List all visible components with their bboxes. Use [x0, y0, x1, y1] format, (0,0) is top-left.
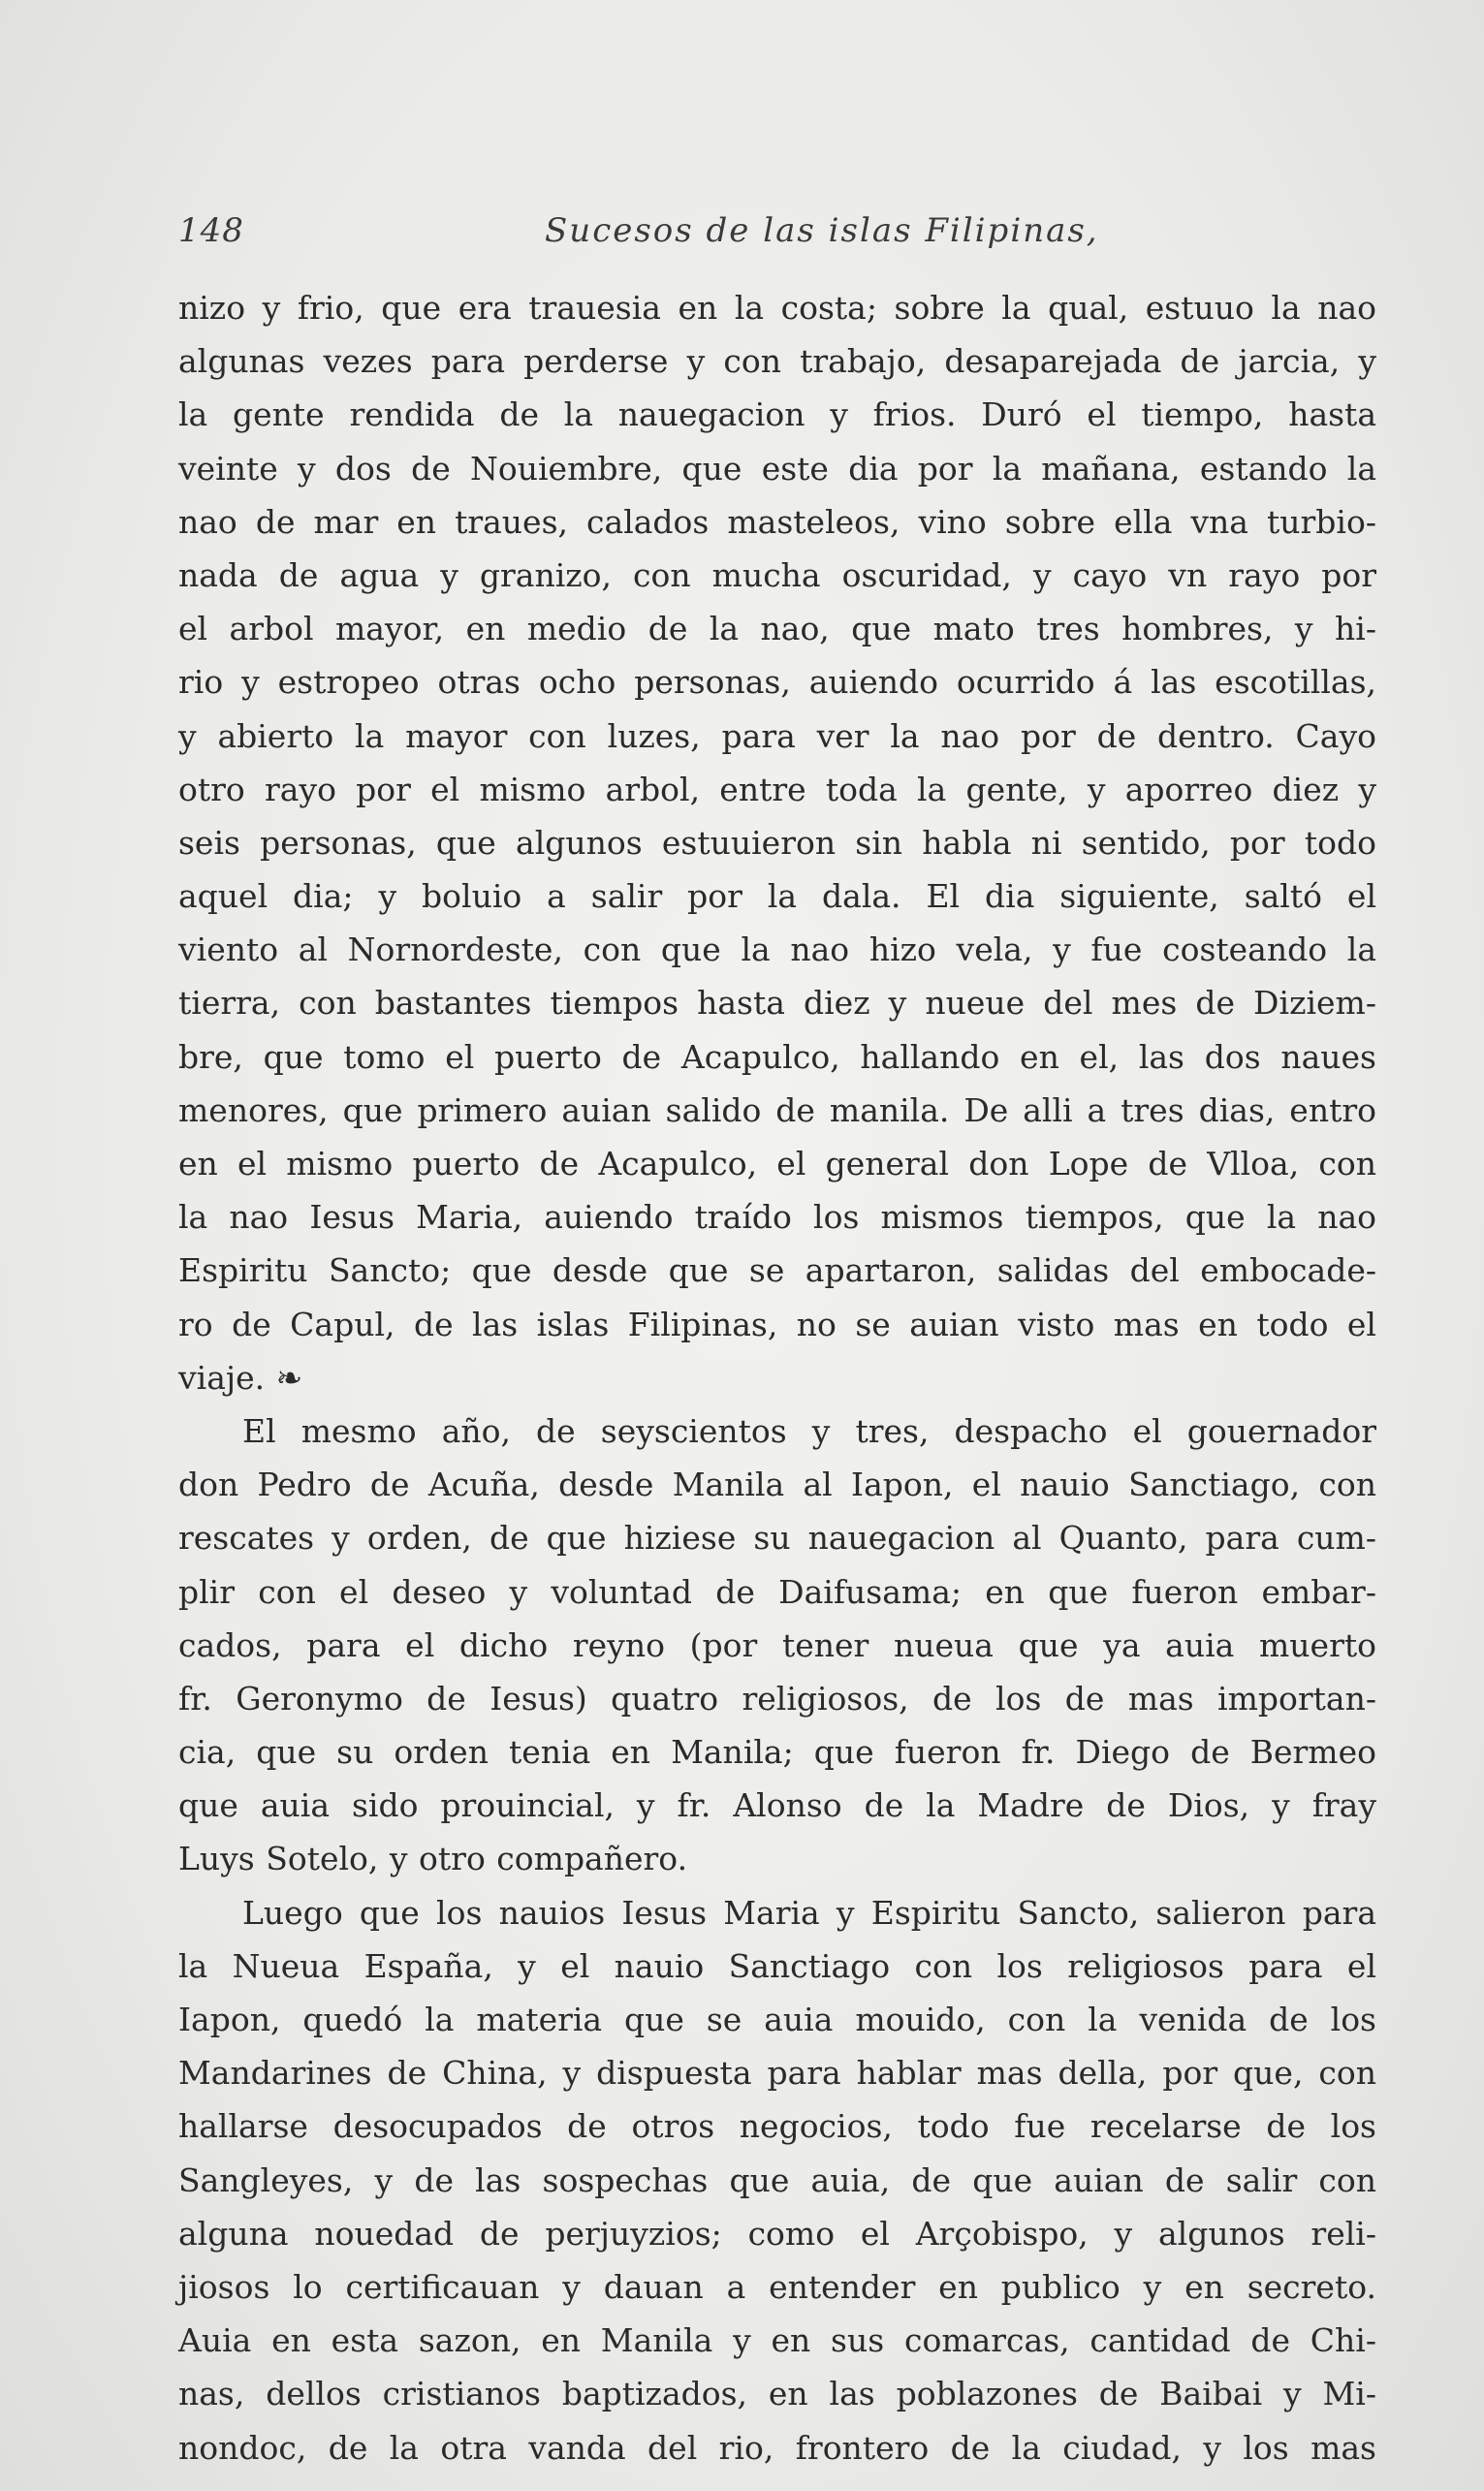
text-line: Mandarines de China, y dispuesta para hablar mas della, por que, con	[178, 2054, 1376, 2093]
text-line: Luys Sotelo, y otro compañero.	[178, 1840, 688, 1878]
text-line: El mesmo año, de seyscientos y tres, despacho el gouernador	[242, 1411, 1376, 1450]
body-text	[178, 281, 1376, 2475]
text-line: hallarse desocupados de otros negocios, todo fue recelarse de los	[178, 2107, 1376, 2146]
running-head	[178, 211, 1371, 250]
text-line: cia, que su orden tenia en Manila; que fueron fr. Diego de Bermeo	[178, 1733, 1376, 1772]
text-line: bre, que tomo el puerto de Acapulco, hallando en el, las dos naues	[178, 1037, 1376, 1076]
text-line: don Pedro de Acuña, desde Manila al Iapon, el nauio Sanctiago, con	[178, 1466, 1376, 1504]
text-line: menores, que primero auian salido de manila. De alli a tres dias, entro	[178, 1090, 1376, 1129]
text-line: nao de mar en traues, calados masteleos, vino sobre ella vna turbio-	[178, 502, 1376, 541]
text-line: aquel dia; y boluio a salir por la dala. El dia siguiente, saltó el	[178, 877, 1376, 916]
text-line: el arbol mayor, en medio de la nao, que mato tres hombres, y hi-	[178, 610, 1376, 648]
running-title: Sucesos de las islas Filipinas,	[545, 211, 1099, 250]
text-line: nizo y frio, que era trauesia en la costa; sobre la qual, estuuo la nao	[178, 289, 1376, 327]
text-line: ro de Capul, de las islas Filipinas, no se auian visto mas en todo el	[178, 1305, 1376, 1343]
text-line: nada de agua y granizo, con mucha oscuridad, y cayo vn rayo por	[178, 555, 1376, 594]
text-line: viento al Nornordeste, con que la nao hizo vela, y fue costeando la	[178, 930, 1376, 969]
text-line: Iapon, quedó la materia que se auia mouido, con la venida de los	[178, 2001, 1376, 2038]
text-line: fr. Geronymo de Iesus) quatro religiosos, de los de mas importan-	[178, 1679, 1376, 1718]
text-line: que auia sido prouincial, y fr. Alonso de la Madre de Dios, y fray	[178, 1786, 1376, 1825]
text-line: nondoc, de la otra vanda del rio, frontero de la ciudad, y los mas	[178, 2428, 1376, 2467]
text-line: algunas vezes para perderse y con trabajo, desaparejada de jarcia, y	[178, 342, 1376, 381]
text-line: seis personas, que algunos estuuieron sin habla ni sentido, por todo	[178, 823, 1376, 862]
text-line: nas, dellos cristianos baptizados, en las poblazones de Baibai y Mi-	[178, 2375, 1376, 2413]
text-line: y abierto la mayor con luzes, para ver la nao por de dentro. Cayo	[178, 716, 1376, 755]
text-line: plir con el deseo y voluntad de Daifusama; en que fueron embar-	[178, 1572, 1376, 1611]
text-line: la Nueua España, y el nauio Sanctiago con los religiosos para el	[178, 1946, 1376, 1985]
text-line: rio y estropeo otras ocho personas, auiendo ocurrido á las escotillas,	[178, 663, 1376, 702]
text-line: la nao Iesus Maria, auiendo traído los mismos tiempos, que la nao	[178, 1198, 1376, 1237]
text-line: tierra, con bastantes tiempos hasta diez y nueue del mes de Diziem-	[178, 984, 1376, 1023]
text-line: viaje. ❧	[178, 1358, 303, 1397]
text-line: Sangleyes, y de las sospechas que auia, de que auian de salir con	[178, 2160, 1376, 2199]
page-number: 148	[178, 211, 244, 250]
text-line: otro rayo por el mismo arbol, entre toda la gente, y aporreo diez y	[178, 770, 1376, 808]
text-line: Auia en esta sazon, en Manila y en sus comarcas, cantidad de Chi-	[178, 2321, 1376, 2360]
text-line: alguna nouedad de perjuyzios; como el Arçobispo, y algunos reli-	[178, 2214, 1376, 2253]
text-line: Espiritu Sancto; que desde que se apartaron, salidas del embocade-	[178, 1251, 1376, 1290]
text-line: jiosos lo certificauan y dauan a entender en publico y en secreto.	[178, 2267, 1376, 2306]
text-line: cados, para el dicho reyno (por tener nueua que ya auia muerto	[178, 1625, 1376, 1664]
text-line: Luego que los nauios Iesus Maria y Espiritu Sancto, salieron para	[242, 1893, 1376, 1932]
text-line: rescates y orden, de que hiziese su nauegacion al Quanto, para cum-	[178, 1519, 1376, 1558]
text-line: la gente rendida de la nauegacion y frios. Duró el tiempo, hasta	[178, 395, 1376, 434]
text-line: en el mismo puerto de Acapulco, el general don Lope de Vlloa, con	[178, 1145, 1376, 1182]
text-line: veinte y dos de Nouiembre, que este dia por la mañana, estando la	[178, 449, 1376, 488]
